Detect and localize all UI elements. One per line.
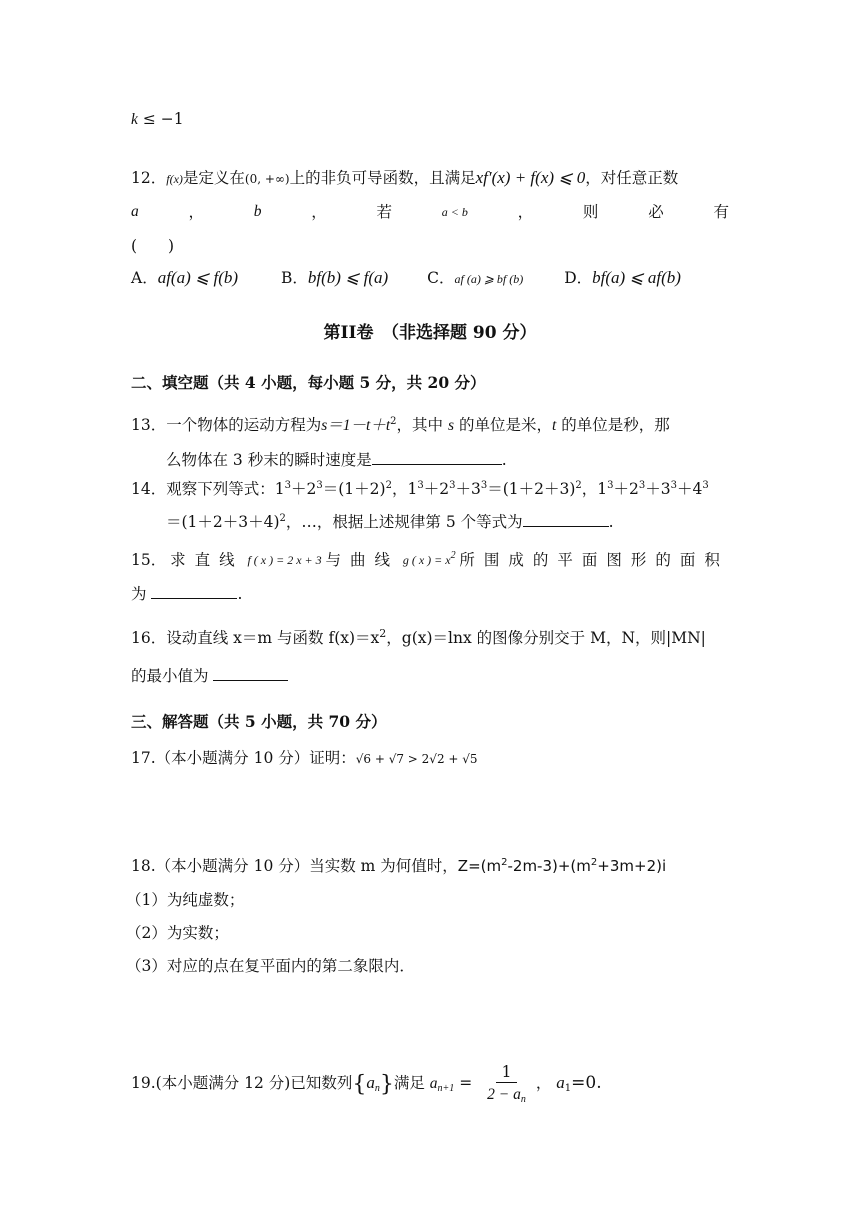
answer-blank[interactable] [151, 582, 237, 599]
answer-blank[interactable] [372, 448, 502, 465]
question-18-item-3: （3）对应的点在复平面内的第二象限内． [126, 957, 415, 975]
question-13-line-2: 么物体在 3 秒末的瞬时速度是 . [166, 448, 507, 471]
math-gx-curve: g ( x ) = $x^2$ [402, 550, 456, 567]
math-a1: a [556, 1073, 565, 1092]
question-18-line-1: 18.（本小题满分 10 分）当实数 m 为何值时，$Z=(m^2-2m-3)+(m^2+3m+2)i$ [131, 857, 667, 875]
option-b: B．bf(b) ⩽ f(a) [280, 268, 389, 287]
math-fx-line: f ( x ) = 2 x + 3 [247, 553, 322, 567]
q12-text: 若 [376, 203, 393, 221]
q12-text: ， [311, 203, 327, 221]
section-2-heading: 二、填空题（共 4 小题，每小题 5 分，共 20 分） [131, 373, 486, 392]
question-number: 15． [131, 551, 167, 569]
question-12-line-1 [131, 167, 678, 190]
math-b: b [253, 203, 262, 220]
question-number: 12． [131, 169, 167, 187]
q12-text: 必 [648, 203, 664, 221]
math-complex-z: $Z=(m^2-2m-3)+(m^2+3m+2)i$ [457, 857, 667, 875]
k-variable: k [131, 111, 138, 128]
question-18-item-1: （1）为纯虚数； [126, 891, 245, 909]
question-16-line-1: 16．设动直线 x＝m 与函数 $f(x)=x^2$，g(x)＝lnx 的图像分别交于 M，N，则|MN| [131, 627, 706, 647]
option-d: D．bf(a) ⩽ af(b) [564, 268, 681, 287]
q12-text: ， [188, 203, 205, 221]
answer-fragment [131, 108, 184, 131]
section-3-heading: 三、解答题（共 5 小题，共 70 分） [131, 712, 387, 731]
math-a: a [131, 203, 139, 220]
question-15-line-1: 15． 求直线 f ( x ) = 2 x + 3 与曲线 g ( x ) = $x^2$ 所围成的平面图形的面积 [131, 550, 729, 569]
question-14-line-2: $=(1+2+3+4)^2$，…，根据上述规律第 5 个等式为 . [166, 510, 614, 533]
math-a-lt-b: a < b [441, 205, 468, 219]
question-13-line-1: 13．一个物体的运动方程为$s=1-t+t^2$，其中 s 的单位是米，t 的单位是秒，那 [131, 416, 670, 434]
math-domain: (0, +∞) [244, 172, 290, 186]
question-number: 19. [131, 1074, 156, 1092]
k-relation: ≤ −1 [137, 110, 184, 128]
math-inequality: √6 + √7 > 2√2 + √5 [355, 752, 478, 766]
question-15-line-2: 为 . [131, 582, 242, 605]
question-19: 19.(本小题满分 12 分)已知数列$\{a_n\}$满足 $a_{n+1}$ = $\frac{1}{2 - a_n}$ ， $a_1=0$. [131, 1063, 602, 1105]
answer-parentheses: ( ) [131, 237, 175, 255]
option-c: C．af (a) ⩾ bf (b) [427, 269, 524, 287]
q12-text: 有 [713, 203, 729, 221]
q12-text: 是定义在 [182, 169, 245, 187]
answer-blank[interactable] [213, 664, 288, 681]
math-fraction: $\frac{1}{2 - a_n}$ [487, 1063, 526, 1105]
question-number: 18. [131, 857, 156, 875]
question-number: 16． [131, 629, 167, 647]
question-number: 17. [131, 749, 156, 767]
part-2-title: 第II卷 （非选择题 90 分） [323, 323, 537, 343]
question-12-options [131, 267, 681, 290]
q12-text: 上的非负可导函数，且满足 [289, 169, 476, 187]
question-number: 14． [131, 480, 167, 498]
question-18-item-2: （2）为实数； [126, 924, 229, 942]
option-a: A．af(a) ⩽ f(b) [131, 268, 239, 287]
q12-text: ，对任意正数 [585, 169, 679, 187]
question-16-line-2: 的最小值为 [131, 664, 288, 687]
math-a-n: a [366, 1073, 375, 1092]
question-number: 13． [131, 416, 167, 434]
q12-text: ， [517, 203, 534, 221]
question-12-line-2 [131, 201, 729, 223]
math-motion-equation: s＝1－t＋t [321, 417, 391, 434]
q12-text: 则 [582, 203, 599, 221]
math-fx: f(x) [166, 172, 183, 186]
math-condition: xf′(x) + f(x) ⩽ 0 [475, 168, 586, 187]
question-17: 17.（本小题满分 10 分）证明：√6 + √7 > 2√2 + √5 [131, 749, 478, 767]
answer-blank[interactable] [523, 510, 609, 527]
question-14-line-1: 14．观察下列等式：$1^3+2^3=(1+2)^2$，$1^3+2^3+3^3=(1+2+3)^2$，$1^3+2^3+3^3+4^3$ [131, 480, 709, 498]
